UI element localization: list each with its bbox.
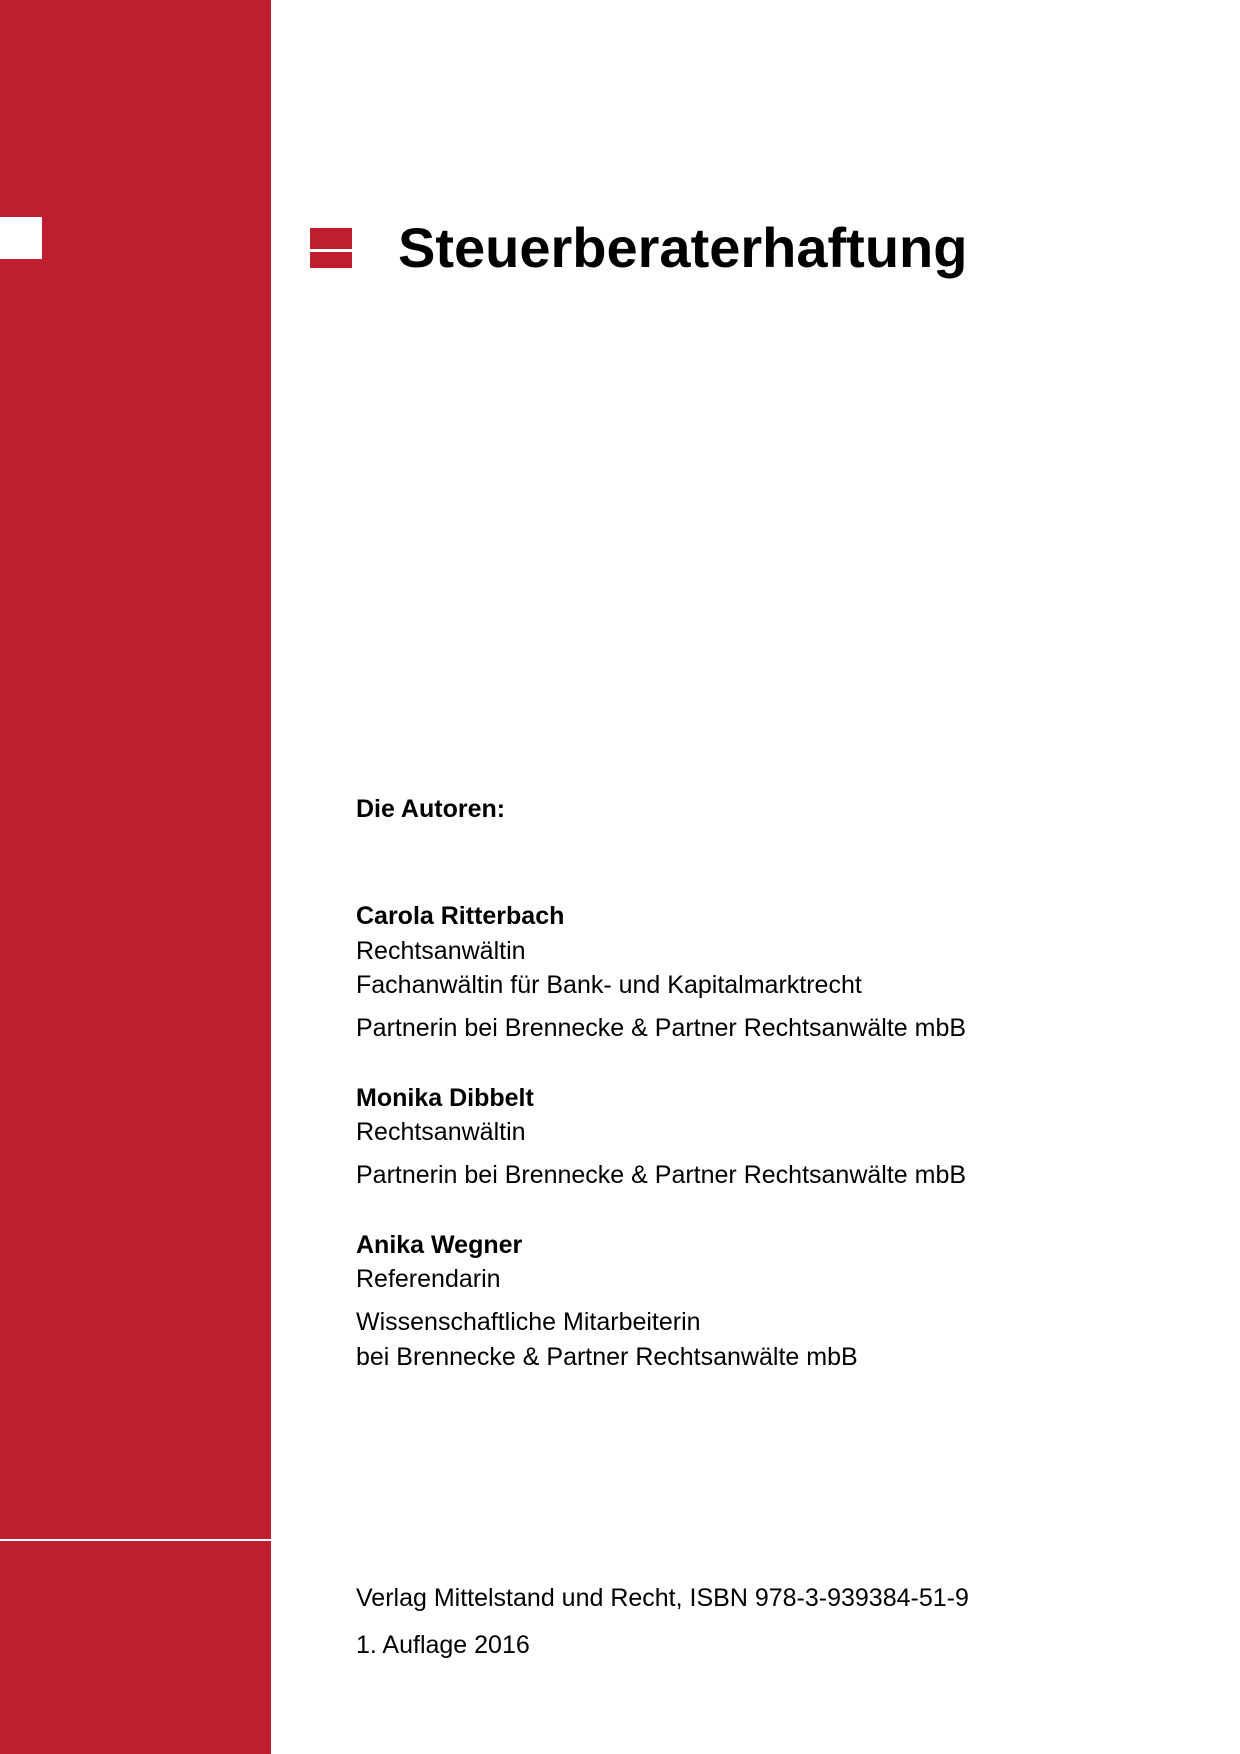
author-role: Referendarin: [356, 1265, 501, 1293]
author-name: Monika Dibbelt: [356, 1084, 534, 1112]
document-title: Steuerberaterhaftung: [398, 216, 968, 279]
title-marker-icon: [310, 228, 352, 268]
sidebar-divider: [0, 1539, 271, 1541]
author-role: Rechtsanwältin: [356, 937, 526, 965]
author-name: Anika Wegner: [356, 1231, 523, 1259]
edition: 1. Auflage 2016: [356, 1631, 530, 1659]
publisher-isbn: Verlag Mittelstand und Recht, ISBN 978-3-939384-51-9: [356, 1584, 969, 1612]
author-affiliation: Wissenschaftliche Mitarbeiterin: [356, 1308, 701, 1336]
red-sidebar: [0, 0, 271, 1754]
author-role: Rechtsanwältin: [356, 1118, 526, 1146]
author-name: Carola Ritterbach: [356, 902, 565, 930]
author-affiliation: bei Brennecke & Partner Rechtsanwälte mbB: [356, 1343, 858, 1371]
authors-heading: Die Autoren:: [356, 795, 506, 823]
author-affiliation: Partnerin bei Brennecke & Partner Rechtsanwälte mbB: [356, 1161, 967, 1189]
sidebar-notch: [0, 217, 42, 259]
author-affiliation: Partnerin bei Brennecke & Partner Rechtsanwälte mbB: [356, 1014, 967, 1042]
author-role: Fachanwältin für Bank- und Kapitalmarktrecht: [356, 971, 862, 999]
